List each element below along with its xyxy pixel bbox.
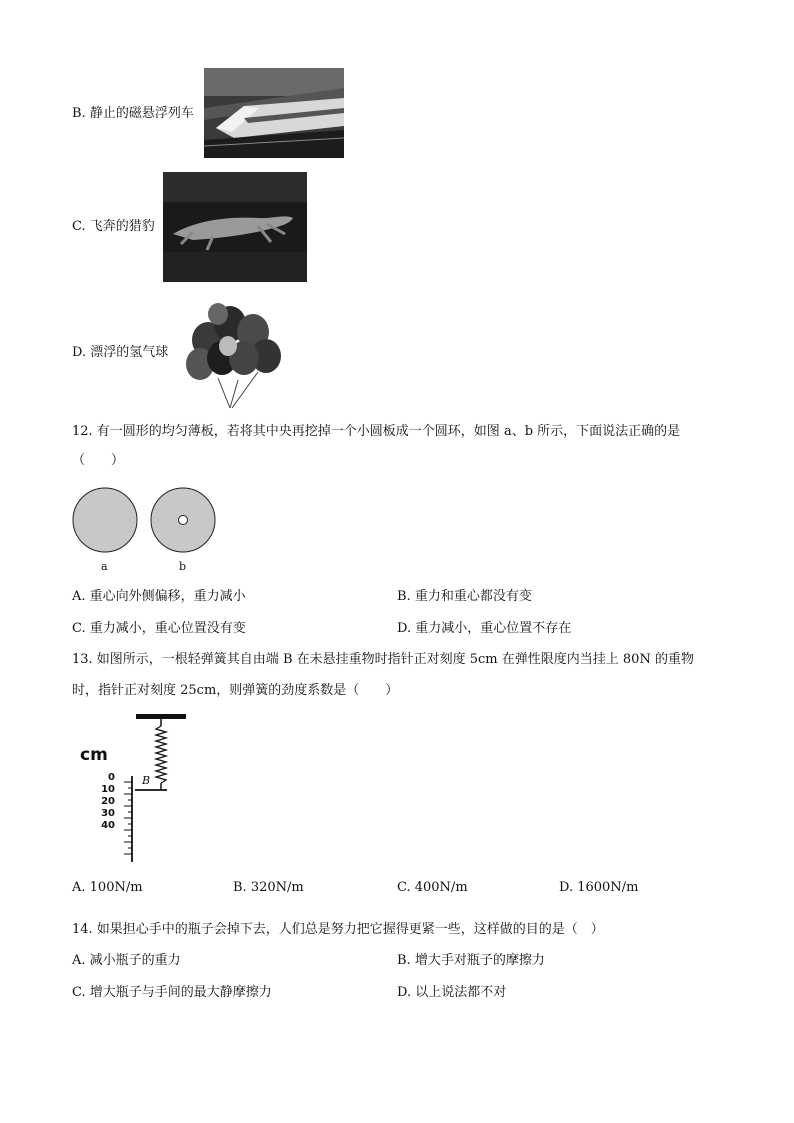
fig-label-b: b	[179, 560, 187, 573]
pointer-label: B	[142, 774, 151, 787]
q11-option-c: C. 飞奔的猎豹	[72, 219, 155, 234]
q13-option-c: C. 400N/m	[397, 880, 468, 895]
tick-label: 0	[108, 772, 115, 783]
q13-option-a: A. 100N/m	[72, 880, 143, 895]
q14-option-a: A. 减小瓶子的重力	[72, 953, 181, 968]
q12-figure	[66, 484, 226, 574]
cheetah-photo	[163, 172, 307, 282]
tick-label: 30	[101, 808, 115, 819]
tick-label: 40	[101, 820, 115, 831]
q14-option-d: D. 以上说法都不对	[397, 985, 507, 1000]
q12-stem-line2: （ ）	[72, 453, 125, 468]
fig-label-a: a	[101, 560, 108, 573]
solid-disk-a	[73, 488, 137, 552]
q12-option-c: C. 重力减小，重心位置没有变	[72, 621, 246, 636]
q14-stem: 14. 如果担心手中的瓶子会掉下去，人们总是努力把它握得更紧一些，这样做的目的是（ ）	[72, 922, 604, 937]
q14-option-b: B. 增大手对瓶子的摩擦力	[397, 953, 545, 968]
q13-stem-line1: 13. 如图所示，一根轻弹簧其自由端 B 在未悬挂重物时指针正对刻度 5cm 在弹性限度内当挂上 80N 的重物	[72, 652, 694, 667]
q13-option-b: B. 320N/m	[233, 880, 304, 895]
ring-hole	[179, 516, 188, 525]
q13-option-d: D. 1600N/m	[559, 880, 639, 895]
tick-label: 20	[101, 796, 115, 807]
balloons-photo	[178, 298, 284, 410]
spring-coil	[156, 726, 166, 783]
q12-stem-line1: 12. 有一圆形的均匀薄板，若将其中央再挖掉一个小圆板成一个圆环，如图 a、b 所示，下面说法正确的是	[72, 424, 681, 439]
q12-option-b: B. 重力和重心都没有变	[397, 589, 532, 604]
q13-stem-line2: 时，指针正对刻度 25cm，则弹簧的劲度系数是（ ）	[72, 683, 399, 698]
q11-option-d: D. 漂浮的氢气球	[72, 345, 169, 360]
q14-option-c: C. 增大瓶子与手间的最大静摩擦力	[72, 985, 272, 1000]
ruler-unit-label: cm	[80, 745, 108, 765]
q12-option-a: A. 重心向外侧偏移，重力减小	[72, 589, 246, 604]
maglev-train-photo	[204, 68, 344, 158]
spring-scale-figure	[70, 708, 200, 868]
ruler-ticks	[124, 782, 132, 854]
q12-option-d: D. 重力减小，重心位置不存在	[397, 621, 572, 636]
ruler-tick-labels	[97, 772, 115, 832]
ceiling-support	[136, 714, 186, 719]
tick-label: 10	[101, 784, 115, 795]
q11-option-b: B. 静止的磁悬浮列车	[72, 106, 194, 121]
